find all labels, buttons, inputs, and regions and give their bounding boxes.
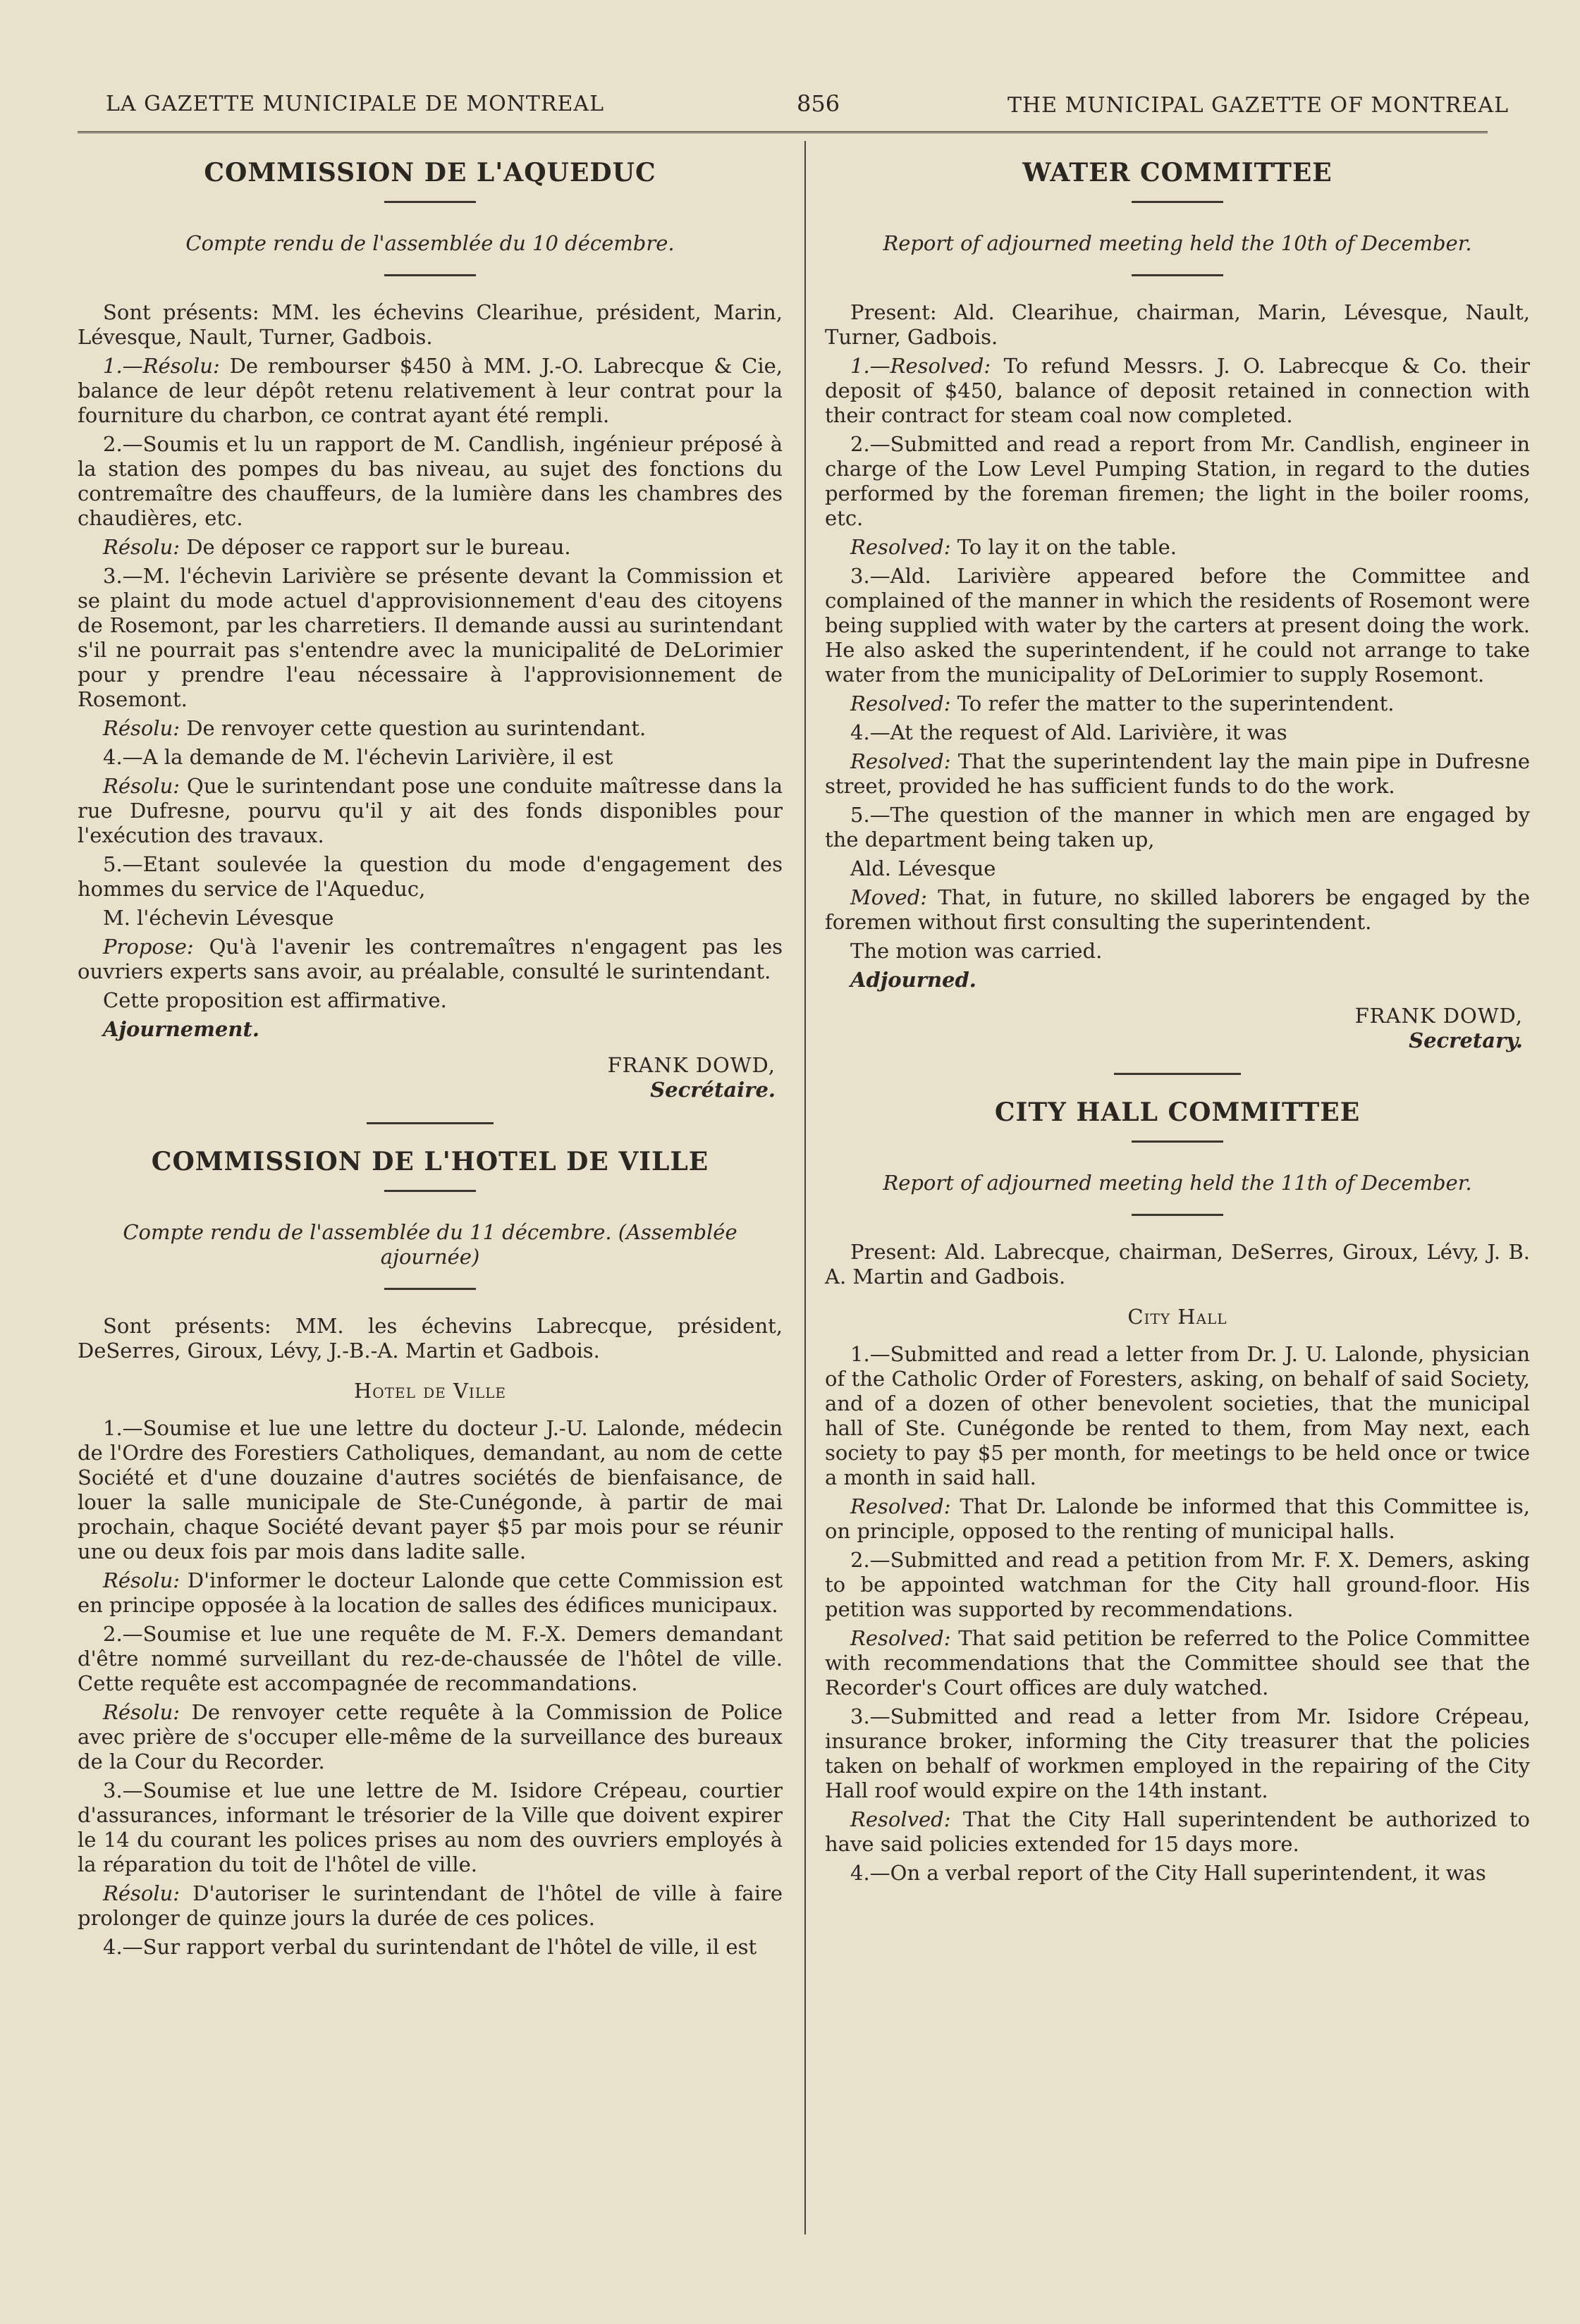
resolution-label: Resolved:	[850, 691, 951, 715]
left-column	[78, 148, 783, 1974]
minute-text: That, in future, no skilled laborers be engaged by the foremen without first consulting the superintendent.	[825, 885, 1530, 934]
subtitle-rule	[1132, 274, 1223, 276]
minute-paragraph	[78, 564, 783, 712]
resolution-label: Propose:	[103, 935, 194, 959]
minute-paragraph	[78, 1935, 783, 1960]
attendance: Sont présents: MM. les échevins Clearihue, président, Marin, Lévesque, Nault, Turner, Gadbois.	[78, 300, 783, 349]
minute-text: De renvoyer cette question au surintendant.	[180, 716, 647, 740]
subsection-heading: Hotel de Ville	[354, 1379, 506, 1403]
section-subtitle: Report of adjourned meeting held the 10th of December.	[883, 231, 1472, 255]
subsection-heading: City Hall	[1127, 1305, 1227, 1329]
minute-text: 1.—Soumise et lue une lettre du docteur J.-U. Lalonde, médecin de l'Ordre des Forestiers Catholiques, demandant, au nom de cette Société et d'une douzaine d'autres sociétés de bienfaisance, de louer la salle municipale de Ste-Cunégonde, à partir de mai prochain, chaque Société devant payer $5 par mois pour se réunir une ou deux fois par mois dans ladite salle.	[78, 1416, 783, 1563]
minute-paragraph	[825, 749, 1530, 799]
minute-paragraph	[78, 745, 783, 770]
minute-paragraph	[825, 1704, 1530, 1803]
minute-text: 2.—Soumis et lu un rapport de M. Candlish, ingénieur préposé à la station des pompes du bas niveau, au sujet des fonctions du contremaître des chauffeurs, de la lumière dans les chambres des chaudières, etc.	[78, 432, 783, 530]
minute-text: Que le surintendant pose une conduite maîtresse dans la rue Dufresne, pourvu qu'il y ait des fonds disponibles pour l'exécution des travaux.	[78, 774, 783, 847]
resolution-label: 1.—Resolved:	[850, 354, 991, 378]
title-rule	[1132, 1141, 1223, 1143]
minute-text: That the superintendent lay the main pipe in Dufresne street, provided he has sufficient funds to do the work.	[825, 749, 1530, 798]
minute-paragraph	[78, 906, 783, 930]
minute-text: Ald. Lévesque	[850, 856, 996, 880]
subtitle-rule	[384, 274, 476, 276]
minute-text: M. l'échevin Lévesque	[103, 906, 334, 930]
minute-text: 5.—The question of the manner in which men are engaged by the department being taken up,	[825, 803, 1530, 851]
resolution-label: Resolved:	[850, 1807, 951, 1831]
minute-paragraph	[78, 1622, 783, 1696]
page-header	[106, 86, 1509, 128]
minute-text: 3.—Soumise et lue une lettre de M. Isidore Crépeau, courtier d'assurances, informant le trésorier de la Ville que doivent expirer le 14 du courant les polices prises au nom des ouvriers employés à la réparation du toit de l'hôtel de ville.	[78, 1778, 783, 1876]
minute-paragraph	[825, 564, 1530, 687]
resolution-label: Moved:	[850, 885, 928, 909]
minute-text: That said petition be referred to the Police Committee with recommendations that the Committee should see that the Recorder's Court offices are duly watched.	[825, 1626, 1530, 1699]
minute-paragraph	[78, 354, 783, 428]
hotel-de-ville-section	[78, 1147, 783, 1960]
minute-text: To lay it on the table.	[950, 535, 1177, 559]
minute-text: That the City Hall superintendent be authorized to have said policies extended for 15 days more.	[825, 1807, 1530, 1856]
section-title: COMMISSION DE L'HOTEL DE VILLE	[151, 1147, 709, 1176]
minute-text: That Dr. Lalonde be informed that this Committee is, on principle, opposed to the renting of municipal halls.	[825, 1494, 1530, 1543]
attendance: Present: Ald. Clearihue, chairman, Marin, Lévesque, Nault, Turner, Gadbois.	[825, 300, 1530, 349]
section-title: CITY HALL COMMITTEE	[994, 1098, 1361, 1127]
minute-text: 5.—Etant soulevée la question du mode d'engagement des hommes du service de l'Aqueduc,	[78, 852, 783, 901]
minute-paragraph	[825, 1494, 1530, 1544]
minute-paragraph	[78, 1568, 783, 1618]
section-title: WATER COMMITTEE	[1022, 158, 1333, 187]
signature-name: FRANK DOWD,	[1354, 1004, 1523, 1028]
minute-paragraph	[825, 535, 1530, 560]
resolution-label: Résolu:	[103, 535, 180, 559]
minute-paragraph	[78, 852, 783, 902]
minute-text: De renvoyer cette requête à la Commission de Police avec prière de s'occuper elle-même de la surveillance des bureaux de la Cour du Recorder.	[78, 1700, 783, 1773]
minute-text: D'informer le docteur Lalonde que cette Commission est en principe opposée à la location de salles des édifices municipaux.	[78, 1568, 783, 1617]
minute-paragraph	[78, 1778, 783, 1877]
minute-text: 1.—Submitted and read a letter from Dr. J. U. Lalonde, physician of the Catholic Order of Foresters, asking, on behalf of said Society, and of a dozen of other benevolent societies, that the municipal hall of Ste. Cunégonde be rented to them, from May next, each society to pay $5 per month, for meetings to be held once or twice a month in said hall.	[825, 1342, 1530, 1489]
minute-text: 4.—On a verbal report of the City Hall superintendent, it was	[850, 1861, 1486, 1885]
minute-paragraph	[78, 432, 783, 531]
signature-title: Secretary.	[1409, 1028, 1523, 1052]
minute-paragraph	[825, 1342, 1530, 1490]
page-number: 856	[797, 90, 840, 117]
minute-paragraph	[825, 720, 1530, 745]
minute-text: To refund Messrs. J. O. Labrecque & Co. their deposit of $450, balance of deposit retained in connection with their contract for steam coal now completed.	[825, 354, 1530, 427]
minute-text: The motion was carried.	[850, 939, 1103, 963]
minute-text: Qu'à l'avenir les contremaîtres n'engagent pas les ouvriers experts sans avoir, au préalable, consulté le surintendant.	[78, 935, 783, 983]
minute-text: 3.—Submitted and read a letter from Mr. Isidore Crépeau, insurance broker, informing the City treasurer that the policies taken on behalf of workmen employed in the repairing of the City Hall roof would expire on the 14th instant.	[825, 1704, 1530, 1802]
title-rule	[384, 1190, 476, 1192]
title-rule	[1132, 201, 1223, 203]
section-end-rule	[1114, 1073, 1241, 1075]
header-rule	[78, 131, 1488, 133]
resolution-label: Résolu:	[103, 1700, 180, 1724]
signature-name: FRANK DOWD,	[607, 1053, 776, 1077]
header-french-title: LA GAZETTE MUNICIPALE DE MONTREAL	[106, 92, 605, 116]
resolution-label: Resolved:	[850, 1626, 951, 1650]
minute-paragraph	[78, 716, 783, 741]
resolution-label: Resolved:	[850, 535, 951, 559]
minute-paragraph	[78, 1700, 783, 1774]
minute-text: 4.—At the request of Ald. Larivière, it was	[850, 720, 1287, 744]
title-rule	[384, 201, 476, 203]
minutes-list	[78, 354, 783, 1013]
column-divider	[804, 141, 806, 2234]
water-committee-section	[825, 158, 1530, 1075]
section-end-rule	[367, 1122, 494, 1124]
minute-text: D'autoriser le surintendant de l'hôtel de ville à faire prolonger de quinze jours la durée de ces polices.	[78, 1881, 783, 1930]
minute-paragraph	[825, 354, 1530, 428]
minute-text: 3.—M. l'échevin Larivière se présente devant la Commission et se plaint du mode actuel d'approvisionnement d'eau des citoyens de Rosemont, par les charretiers. Il demande aussi au surintendant s'il ne pourrait pas s'entendre avec la municipalité de DeLorimier pour y prendre l'eau nécessaire à l'approvisionnement de Rosemont.	[78, 564, 783, 711]
minute-paragraph	[825, 885, 1530, 935]
minute-text: 4.—A la demande de M. l'échevin Larivière, il est	[103, 745, 613, 769]
minute-paragraph	[825, 1626, 1530, 1700]
minute-paragraph	[825, 856, 1530, 881]
minute-paragraph	[78, 1416, 783, 1564]
minute-text: 2.—Submitted and read a report from Mr. Candlish, engineer in charge of the Low Level Pumping Station, in regard to the duties performed by the foreman firemen; the light in the boiler rooms, etc.	[825, 432, 1530, 530]
minute-paragraph	[78, 988, 783, 1013]
minute-text: De déposer ce rapport sur le bureau.	[180, 535, 571, 559]
resolution-label: Resolved:	[850, 749, 951, 773]
adjournment: Ajournement.	[103, 1017, 259, 1041]
minute-paragraph	[825, 1861, 1530, 1886]
right-column	[825, 148, 1530, 1900]
resolution-label: Resolved:	[850, 1494, 951, 1518]
minutes-list	[825, 354, 1530, 964]
minute-paragraph	[825, 1807, 1530, 1857]
resolution-label: Résolu:	[103, 774, 180, 798]
aqueduc-section	[78, 158, 783, 1124]
minute-text: 2.—Soumise et lue une requête de M. F.-X. Demers demandant d'être nommé surveillant du rez-de-chaussée de l'hôtel de ville. Cette requête est accompagnée de recommandations.	[78, 1622, 783, 1695]
section-title: COMMISSION DE L'AQUEDUC	[204, 158, 656, 187]
minute-text: Cette proposition est affirmative.	[103, 988, 447, 1012]
subtitle-rule	[1132, 1214, 1223, 1216]
minute-text: 4.—Sur rapport verbal du surintendant de l'hôtel de ville, il est	[103, 1935, 757, 1959]
minute-text: 3.—Ald. Larivière appeared before the Committee and complained of the manner in which the residents of Rosemont were being supplied with water by the carters at present doing the work. He also asked the superintendent, if he could not arrange to take water from the municipality of DeLorimier to supply Rosemont.	[825, 564, 1530, 687]
attendance: Sont présents: MM. les échevins Labrecque, président, DeSerres, Giroux, Lévy, J.-B.-A. Martin et Gadbois.	[78, 1314, 783, 1363]
minute-paragraph	[78, 535, 783, 560]
minute-paragraph	[78, 935, 783, 984]
header-english-title: THE MUNICIPAL GAZETTE OF MONTREAL	[1007, 93, 1509, 118]
minute-paragraph	[825, 1548, 1530, 1622]
minute-paragraph	[825, 939, 1530, 964]
signature-title: Secrétaire.	[650, 1078, 776, 1102]
minute-paragraph	[825, 691, 1530, 716]
attendance: Present: Ald. Labrecque, chairman, DeSerres, Giroux, Lévy, J. B. A. Martin and Gadbois.	[825, 1240, 1530, 1289]
section-subtitle: Report of adjourned meeting held the 11th of December.	[883, 1171, 1472, 1195]
minute-paragraph	[78, 774, 783, 848]
city-hall-committee-section	[825, 1100, 1530, 1886]
subtitle-rule	[384, 1288, 476, 1290]
minutes-list	[825, 1342, 1530, 1886]
section-subtitle: Compte rendu de l'assemblée du 10 décembre.	[185, 231, 675, 255]
minute-paragraph	[825, 432, 1530, 531]
minute-paragraph	[78, 1881, 783, 1931]
adjournment: Adjourned.	[850, 968, 976, 992]
resolution-label: Résolu:	[103, 1881, 180, 1905]
minutes-list	[78, 1416, 783, 1960]
section-subtitle: Compte rendu de l'assemblée du 11 décembre. (Assemblée ajournée)	[123, 1220, 737, 1269]
minute-text: De rembourser $450 à MM. J.-O. Labrecque & Cie, balance de leur dépôt retenu relativement à leur contrat pour la fourniture du charbon, ce contrat ayant été rempli.	[78, 354, 783, 427]
minute-text: 2.—Submitted and read a petition from Mr. F. X. Demers, asking to be appointed watchman for the City hall ground-floor. His petition was supported by recommendations.	[825, 1548, 1530, 1621]
resolution-label: 1.—Résolu:	[103, 354, 220, 378]
minute-text: To refer the matter to the superintendent.	[950, 691, 1395, 715]
resolution-label: Résolu:	[103, 716, 180, 740]
resolution-label: Résolu:	[103, 1568, 180, 1592]
minute-paragraph	[825, 803, 1530, 852]
